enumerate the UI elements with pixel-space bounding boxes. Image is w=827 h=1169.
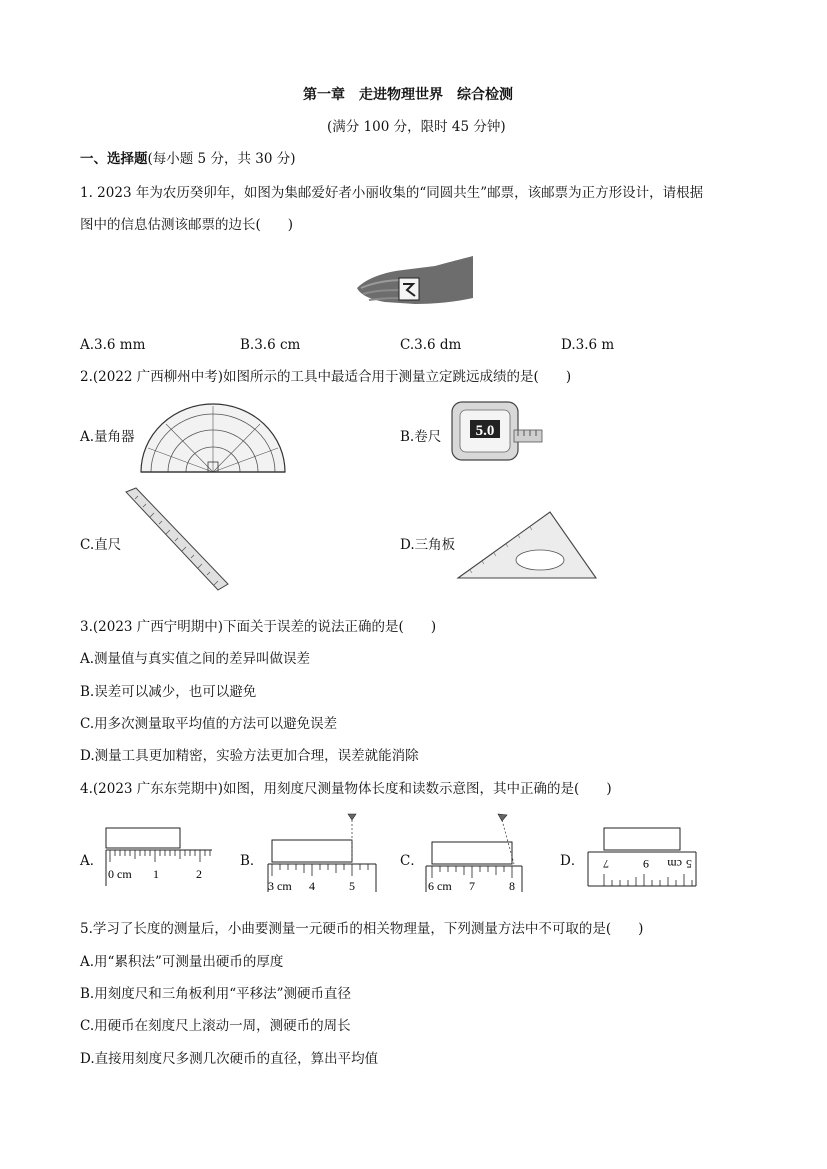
ruler-b-label-1: 4 — [309, 879, 315, 893]
ruler-c-label-2: 8 — [509, 879, 515, 893]
q5-option-c[interactable]: C.用硬币在刻度尺上滚动一周，测硬币的周长 — [80, 1018, 351, 1034]
q4-figure-a — [100, 820, 218, 894]
q1-option-a[interactable]: A.3.6 mm — [80, 337, 146, 353]
eye-icon — [348, 814, 356, 820]
hand-stamp-image — [355, 248, 475, 312]
ruler-d-label-3: 5 — [686, 857, 692, 871]
tape-measure-image — [448, 396, 544, 466]
q4-figure-c — [422, 812, 532, 894]
q4-stem: 4.(2023 广东东莞期中)如图，用刻度尺测量物体长度和读数示意图，其中正确的是( ) — [80, 781, 612, 797]
q1-option-b[interactable]: B.3.6 cm — [240, 337, 301, 353]
ruler-c-label-1: 7 — [469, 879, 475, 893]
q4-label-c[interactable]: C． — [400, 853, 424, 869]
q4-figure-b — [262, 812, 380, 894]
q2-stem: 2.(2022 广西柳州中考)如图所示的工具中最适合用于测量立定跳远成绩的是( ) — [80, 369, 572, 385]
tape-label: 5.0 — [475, 423, 495, 439]
q4-label-b[interactable]: B． — [240, 853, 264, 869]
q5-option-b[interactable]: B.用刻度尺和三角板利用“平移法”测硬币直径 — [80, 986, 352, 1002]
eye-icon — [498, 814, 507, 821]
q5-option-d[interactable]: D.直接用刻度尺多测几次硬币的直径，算出平均值 — [80, 1051, 379, 1067]
section-title: 一、选择题 — [80, 151, 148, 167]
q1-stem-line1: 1. 2023 年为农历癸卯年，如图为集邮爱好者小丽收集的“同圆共生”邮票，该邮票为正方形设计，请根据 — [80, 185, 704, 201]
q4-label-d[interactable]: D． — [560, 853, 585, 869]
section-heading — [80, 150, 295, 168]
q5-stem: 5.学习了长度的测量后，小曲要测量一元硬币的相关物理量，下列测量方法中不可取的是( ) — [80, 921, 644, 937]
q2-option-a[interactable]: A.量角器 — [80, 429, 135, 445]
protractor-image — [138, 400, 288, 476]
ruler-a-label-0: 0 cm — [108, 867, 132, 881]
triangle-ruler-image — [456, 508, 598, 582]
q1-option-d[interactable]: D.3.6 m — [561, 337, 615, 353]
ruler-a-label-1: 1 — [153, 867, 159, 881]
ruler-a-label-2: 2 — [196, 867, 202, 881]
ruler-d-label-2: 9 — [643, 857, 649, 871]
ruler-d-label-1: 7 — [603, 857, 609, 871]
straight-ruler-image — [118, 486, 234, 596]
section-note: (每小题 5 分，共 30 分) — [147, 151, 296, 167]
q1-option-c[interactable]: C.3.6 dm — [400, 337, 462, 353]
page-subtitle: (满分 100 分，限时 45 分钟) — [327, 119, 506, 135]
q1-stem-line2: 图中的信息估测该邮票的边长( ) — [80, 217, 294, 233]
q3-stem: 3.(2023 广西宁明期中)下面关于误差的说法正确的是( ) — [80, 619, 437, 635]
q5-option-a[interactable]: A.用“累积法”可测量出硬币的厚度 — [80, 954, 284, 970]
q4-label-a[interactable]: A． — [80, 853, 104, 869]
ruler-d-label-0: cm — [667, 857, 682, 871]
ruler-b-label-2: 5 — [349, 879, 355, 893]
ruler-c-label-0: 6 cm — [428, 879, 452, 893]
ruler-b-label-0: 3 cm — [268, 879, 292, 893]
q4-figure-d — [584, 824, 700, 892]
q2-option-d[interactable]: D.三角板 — [400, 537, 456, 553]
q3-option-c[interactable]: C.用多次测量取平均值的方法可以避免误差 — [80, 716, 338, 732]
q2-option-c[interactable]: C.直尺 — [80, 537, 122, 553]
q2-option-b[interactable]: B.卷尺 — [400, 429, 442, 445]
page-title: 第一章 走进物理世界 综合检测 — [303, 87, 513, 103]
q3-option-b[interactable]: B.误差可以减少，也可以避免 — [80, 684, 257, 700]
q3-option-a[interactable]: A.测量值与真实值之间的差异叫做误差 — [80, 651, 311, 667]
q3-option-d[interactable]: D.测量工具更加精密，实验方法更加合理，误差就能消除 — [80, 748, 419, 764]
